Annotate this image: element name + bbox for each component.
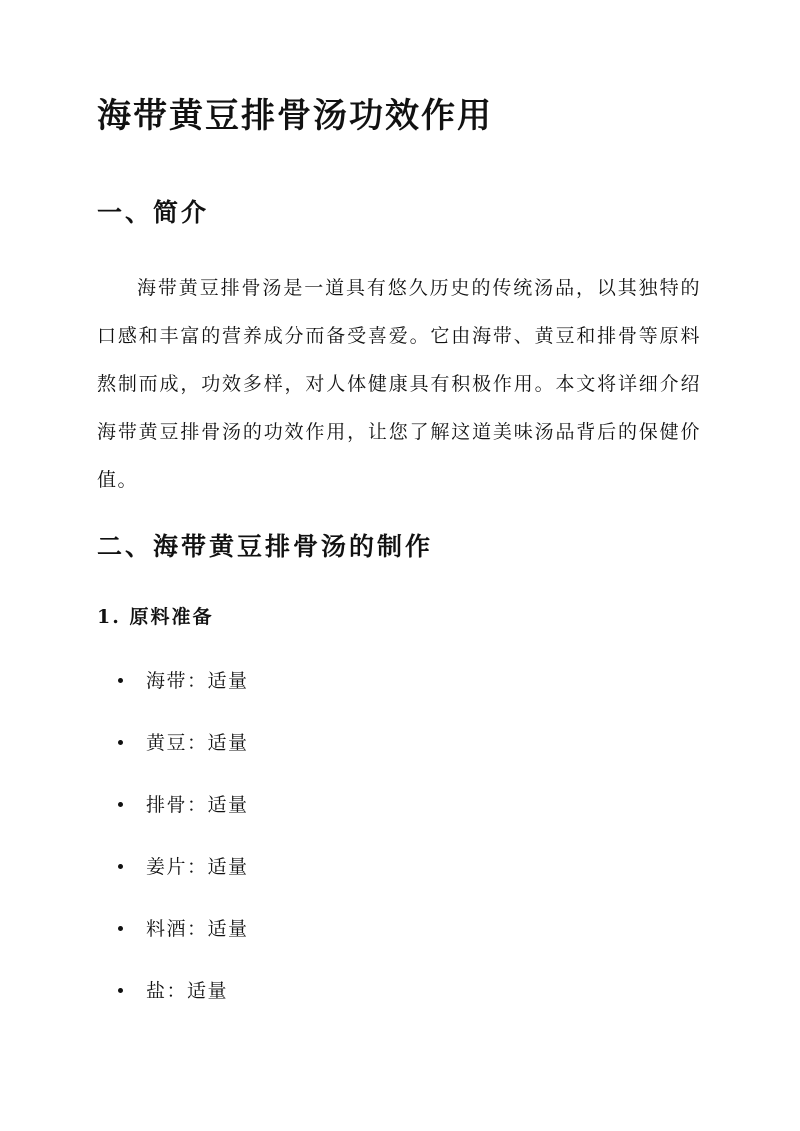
bullet-icon: [118, 864, 123, 869]
ingredient-text: 盐：适量: [146, 980, 229, 1002]
ingredient-list: [0, 664, 400, 1036]
intro-paragraph: 海带黄豆排骨汤是一道具有悠久历史的传统汤品，以其独特的口感和丰富的营养成分而备受喜爱。它由海带、黄豆和排骨等原料熬制而成，功效多样，对人体健康具有积极作用。本文将详细介绍海带黄豆排骨汤的功效作用，让您了解这道美味汤品背后的保健价值。: [97, 277, 701, 491]
section-heading-preparation: 二、海带黄豆排骨汤的制作: [97, 532, 434, 561]
ingredient-text: 海带：适量: [146, 670, 249, 692]
bullet-icon: [118, 678, 123, 683]
list-item: [0, 974, 400, 1036]
ingredient-text: 排骨：适量: [146, 794, 249, 816]
bullet-icon: [118, 802, 123, 807]
ingredient-text: 黄豆：适量: [146, 732, 249, 754]
subheading-ingredients: 1. 原料准备: [97, 606, 214, 628]
list-item: [0, 726, 400, 788]
list-item: [0, 788, 400, 850]
bullet-icon: [118, 988, 123, 993]
document-title: 海带黄豆排骨汤功效作用: [97, 96, 493, 136]
ingredient-text: 料酒：适量: [146, 918, 249, 940]
bullet-icon: [118, 740, 123, 745]
section-heading-intro: 一、简介: [97, 198, 210, 227]
bullet-icon: [118, 926, 123, 931]
list-item: [0, 850, 400, 912]
ingredient-text: 姜片：适量: [146, 856, 249, 878]
list-item: [0, 664, 400, 726]
list-item: [0, 912, 400, 974]
